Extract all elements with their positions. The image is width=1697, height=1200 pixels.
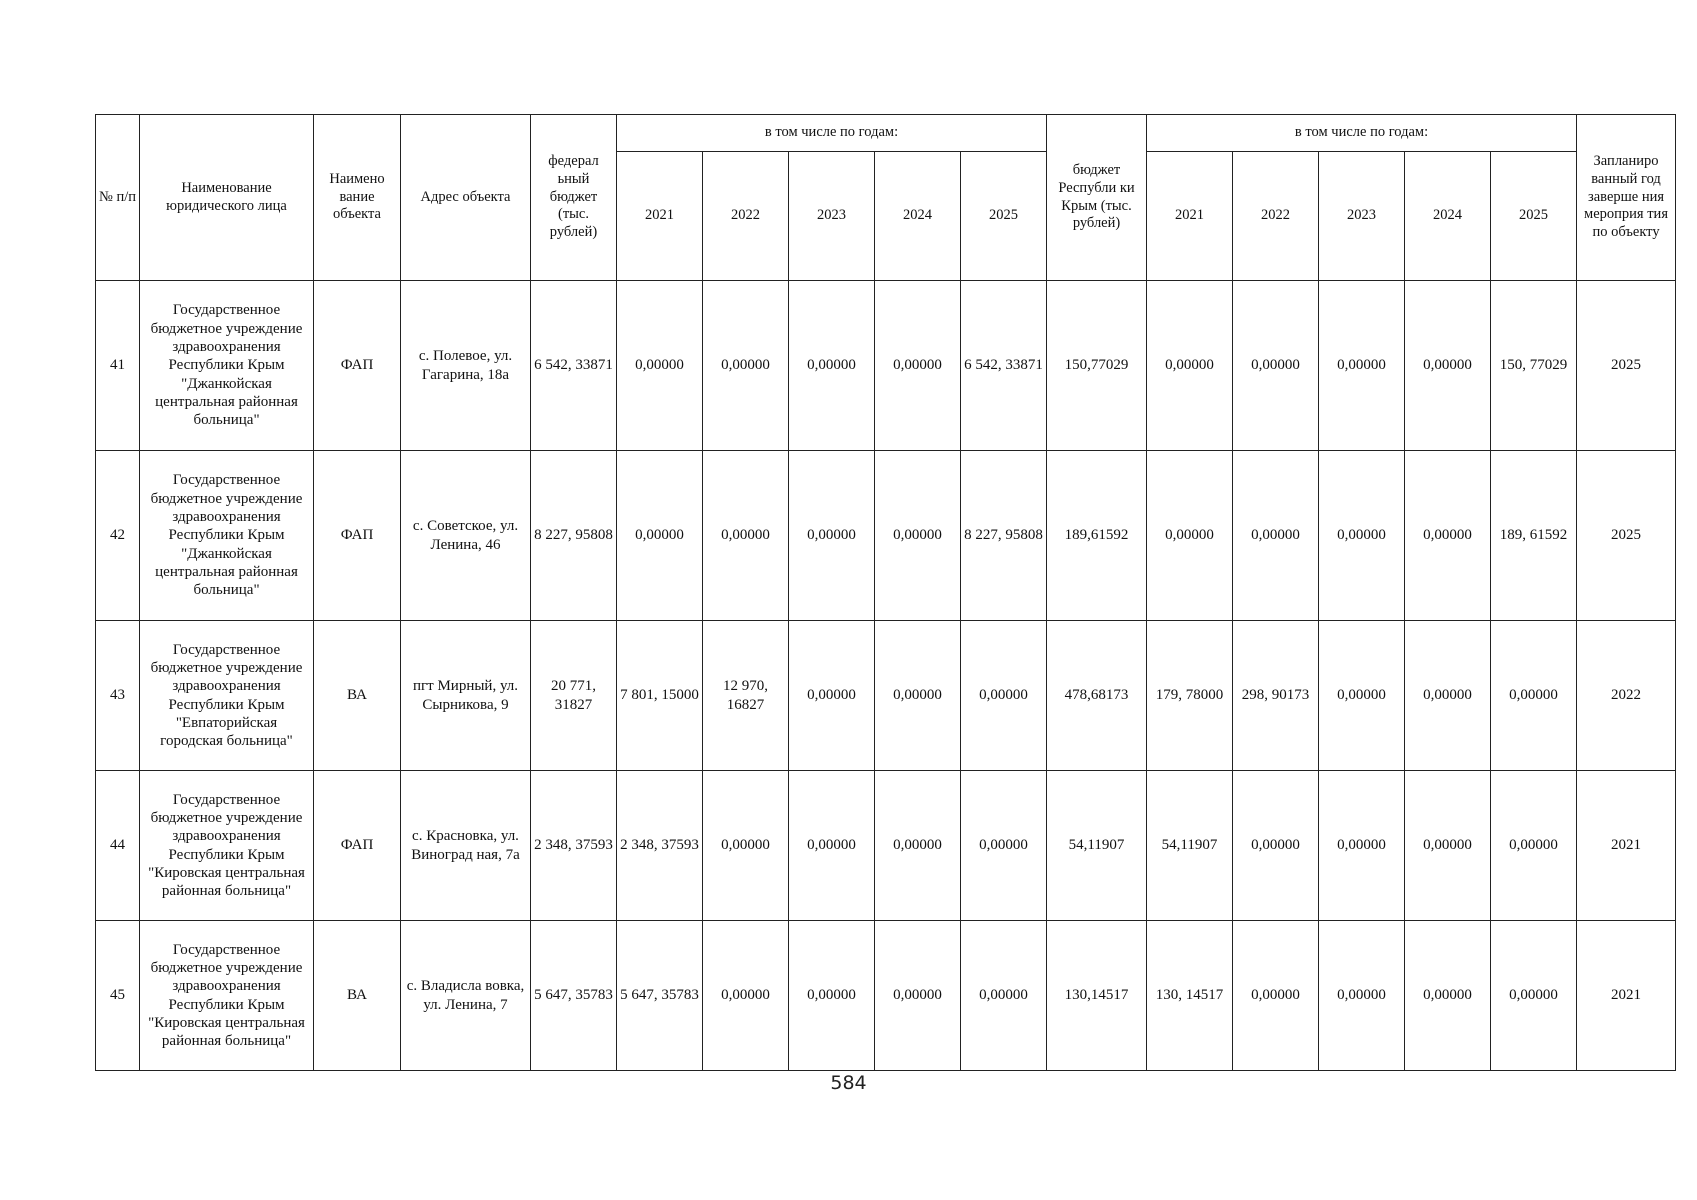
row-fed-year: 0,00000 [961,621,1047,771]
row-rk-year: 0,00000 [1491,621,1577,771]
row-addr: пгт Мирный, ул. Сырникова, 9 [401,621,531,771]
row-rk-year: 130, 14517 [1147,921,1233,1071]
row-fed-year: 0,00000 [703,771,789,921]
header-planned: Запланиро ванный год заверше ния мероприя тия по объекту [1577,115,1676,281]
header-num: № п/п [96,115,140,281]
row-planned: 2025 [1577,281,1676,451]
row-org: Государственное бюджетное учреждение здравоохранения Республики Крым "Кировская центральная районная больница" [140,921,314,1071]
row-rk-year: 54,11907 [1147,771,1233,921]
row-num: 45 [96,921,140,1071]
row-rk-year: 0,00000 [1233,921,1319,1071]
row-rk: 130,14517 [1047,921,1147,1071]
row-rk-year: 150, 77029 [1491,281,1577,451]
row-fed-year: 0,00000 [703,921,789,1071]
header-by-years-rk: в том числе по годам: [1147,115,1577,152]
row-rk-year: 298, 90173 [1233,621,1319,771]
row-planned: 2021 [1577,921,1676,1071]
header-rk-year: 2023 [1319,152,1405,281]
row-fed: 20 771, 31827 [531,621,617,771]
row-fed-year: 0,00000 [703,281,789,451]
row-rk-year: 0,00000 [1319,281,1405,451]
header-fed-year: 2024 [875,152,961,281]
row-fed-year: 0,00000 [875,921,961,1071]
row-org: Государственное бюджетное учреждение здравоохранения Республики Крым "Кировская центральная районная больница" [140,771,314,921]
header-fed-year: 2021 [617,152,703,281]
row-org: Государственное бюджетное учреждение здравоохранения Республики Крым "Джанкойская центральная районная больница" [140,451,314,621]
header-rk-year: 2025 [1491,152,1577,281]
table-row [96,771,1676,921]
row-rk-year: 179, 78000 [1147,621,1233,771]
row-fed-year: 12 970, 16827 [703,621,789,771]
header-rk-year: 2021 [1147,152,1233,281]
header-fed: федерал ьный бюджет (тыс. рублей) [531,115,617,281]
row-obj: ФАП [314,771,401,921]
row-fed-year: 0,00000 [789,621,875,771]
header-row-1 [96,115,1676,152]
row-org: Государственное бюджетное учреждение здравоохранения Республики Крым "Джанкойская центральная районная больница" [140,281,314,451]
row-fed-year: 5 647, 35783 [617,921,703,1071]
row-fed: 5 647, 35783 [531,921,617,1071]
row-obj: ВА [314,921,401,1071]
row-fed: 2 348, 37593 [531,771,617,921]
header-addr: Адрес объекта [401,115,531,281]
row-planned: 2025 [1577,451,1676,621]
table-row [96,921,1676,1071]
row-fed-year: 8 227, 95808 [961,451,1047,621]
row-rk-year: 0,00000 [1491,921,1577,1071]
header-rk-year: 2024 [1405,152,1491,281]
row-rk: 54,11907 [1047,771,1147,921]
row-rk-year: 0,00000 [1319,921,1405,1071]
row-rk-year: 0,00000 [1405,771,1491,921]
header-obj: Наимено вание объекта [314,115,401,281]
header-rk-year: 2022 [1233,152,1319,281]
row-rk: 478,68173 [1047,621,1147,771]
row-num: 43 [96,621,140,771]
row-addr: с. Советское, ул. Ленина, 46 [401,451,531,621]
row-rk-year: 0,00000 [1405,921,1491,1071]
row-rk-year: 0,00000 [1319,451,1405,621]
row-rk-year: 0,00000 [1147,451,1233,621]
row-fed: 8 227, 95808 [531,451,617,621]
row-fed-year: 0,00000 [875,621,961,771]
row-rk: 150,77029 [1047,281,1147,451]
row-fed-year: 0,00000 [789,771,875,921]
row-fed-year: 0,00000 [961,921,1047,1071]
row-fed-year: 0,00000 [789,451,875,621]
row-rk: 189,61592 [1047,451,1147,621]
row-rk-year: 0,00000 [1233,451,1319,621]
row-addr: с. Владисла вовка, ул. Ленина, 7 [401,921,531,1071]
header-by-years-fed: в том числе по годам: [617,115,1047,152]
header-fed-year: 2025 [961,152,1047,281]
row-fed-year: 0,00000 [789,281,875,451]
row-obj: ФАП [314,281,401,451]
row-obj: ФАП [314,451,401,621]
budget-table [95,114,1676,1071]
row-rk-year: 0,00000 [1405,451,1491,621]
row-rk-year: 0,00000 [1233,281,1319,451]
row-obj: ВА [314,621,401,771]
row-fed-year: 7 801, 15000 [617,621,703,771]
header-org: Наименование юридического лица [140,115,314,281]
table-row [96,281,1676,451]
header-fed-year: 2022 [703,152,789,281]
row-rk-year: 0,00000 [1405,281,1491,451]
header-rk: бюджет Республи ки Крым (тыс. рублей) [1047,115,1147,281]
page-number: 584 [830,1072,867,1094]
row-fed-year: 0,00000 [617,451,703,621]
row-org: Государственное бюджетное учреждение здравоохранения Республики Крым "Евпаторийская городская больница" [140,621,314,771]
row-addr: с. Полевое, ул. Гагарина, 18а [401,281,531,451]
row-rk-year: 0,00000 [1405,621,1491,771]
row-fed-year: 0,00000 [789,921,875,1071]
row-num: 42 [96,451,140,621]
row-fed-year: 6 542, 33871 [961,281,1047,451]
row-num: 44 [96,771,140,921]
row-fed-year: 0,00000 [875,281,961,451]
row-fed-year: 0,00000 [875,771,961,921]
row-rk-year: 0,00000 [1319,771,1405,921]
row-fed-year: 0,00000 [617,281,703,451]
table-row [96,621,1676,771]
row-rk-year: 189, 61592 [1491,451,1577,621]
row-fed: 6 542, 33871 [531,281,617,451]
row-addr: с. Красновка, ул. Виноград ная, 7а [401,771,531,921]
row-fed-year: 0,00000 [875,451,961,621]
row-rk-year: 0,00000 [1491,771,1577,921]
row-fed-year: 2 348, 37593 [617,771,703,921]
row-rk-year: 0,00000 [1233,771,1319,921]
row-fed-year: 0,00000 [961,771,1047,921]
row-fed-year: 0,00000 [703,451,789,621]
table-row [96,451,1676,621]
row-num: 41 [96,281,140,451]
header-fed-year: 2023 [789,152,875,281]
row-planned: 2021 [1577,771,1676,921]
row-rk-year: 0,00000 [1147,281,1233,451]
row-planned: 2022 [1577,621,1676,771]
row-rk-year: 0,00000 [1319,621,1405,771]
